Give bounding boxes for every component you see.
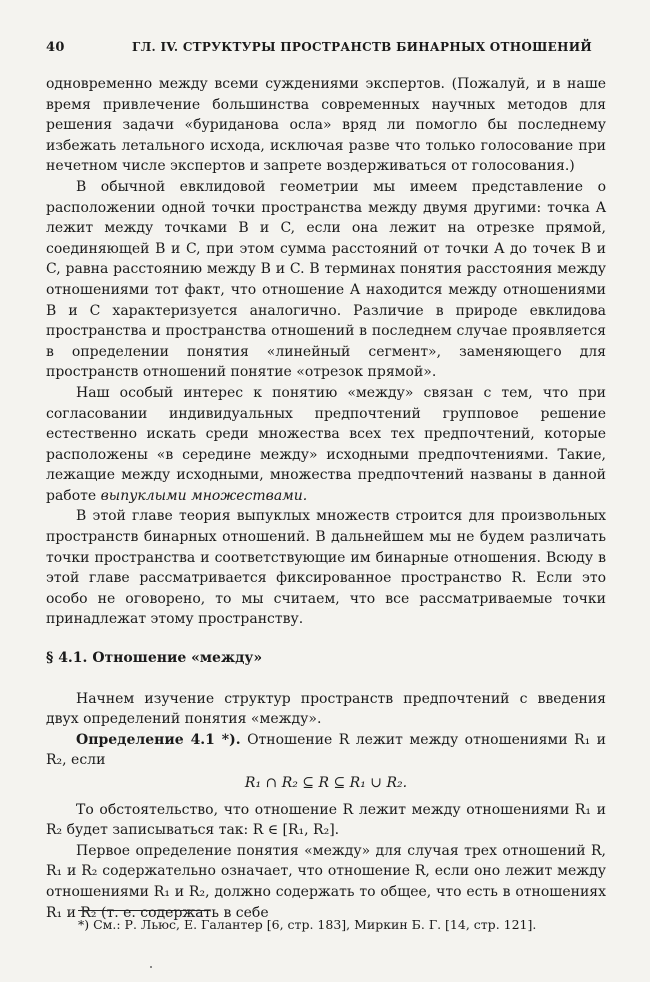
print-speck bbox=[150, 966, 152, 968]
section-number: § 4.1. bbox=[46, 650, 88, 667]
definition-formula: R₁ ∩ R₂ ⊆ R ⊆ R₁ ∪ R₂. bbox=[244, 775, 408, 791]
paragraph-first-definition: Первое определение понятия «между» для случая трех отношений R, R₁ и R₂ содержательно означает, что отношение R, если оно лежит между отношениями R₁ и R₂, должно содержать то общее, что есть в отношениях R₁ и R₂ (т. е. содержать в себе bbox=[46, 842, 606, 921]
definition-paragraph bbox=[46, 730, 606, 771]
paragraph-interest bbox=[46, 383, 606, 507]
section-title: Отношение «между» bbox=[92, 650, 263, 667]
definition-label: Определение 4.1 *). bbox=[76, 731, 241, 748]
paragraph-continuation: одновременно между всеми суждениями экспертов. (Пожалуй, и в наше время привлечение большинства современных научных методов для решения задачи «буриданова осла» вряд ли помогло бы последнему избежать летального исхода, исключая разве что только голосование при нечетном числе экспертов и запрете воздерживаться от голосования.) bbox=[46, 76, 606, 175]
running-title: ГЛ. IV. СТРУКТУРЫ ПРОСТРАНСТВ БИНАРНЫХ ОТНОШЕНИЙ bbox=[132, 40, 593, 54]
paragraph-chapter-intro: В этой главе теория выпуклых множеств строится для произвольных пространств бинарных отношений. В дальнейшем мы не будем различать точки пространства и соответствующие им бинарные отношения. Всюду в этой главе рассматривается фиксированное пространство R. Если это особо не оговорено, то мы считаем, что все рассматриваемые точки принадлежат этому пространству. bbox=[46, 508, 606, 628]
page-number: 40 bbox=[46, 40, 65, 55]
paragraph-interest-text: Наш особый интерес к понятию «между» связан с тем, что при согласовании индивидуальных предпочтений групповое решение естественно искать среди множества всех тех предпочтений, которые расположены «в середине между» исходными предпочтениями. Такие, лежащие между исходными, множества предпочтений названы в данной работе bbox=[46, 384, 606, 504]
footnote-divider bbox=[78, 910, 210, 911]
term-convex-sets: выпуклыми множествами. bbox=[100, 487, 308, 504]
paragraph-section-intro: Начнем изучение структур пространств предпочтений с введения двух определений понятия «между». bbox=[46, 690, 606, 728]
section-heading bbox=[46, 648, 606, 669]
footnote: *) См.: Р. Льюс, Е. Галантер [6, стр. 183], Миркин Б. Г. [14, стр. 121]. bbox=[78, 917, 537, 932]
paragraph-euclid: В обычной евклидовой геометрии мы имеем представление о расположении одной точки пространства между двумя другими: точка A лежит между точками B и C, если она лежит на отрезке прямой, соединяющей B и C, при этом сумма расстояний от точки A до точек B и C, равна расстоянию между B и C. В терминах понятия расстояния между отношениями тот факт, что отношение A находится между отношениями B и C характеризуется аналогично. Различие в природе евклидова пространства и пространства отношений в последнем случае проявляется в определении понятия «линейный сегмент», заменяющего для пространств отношений понятие «отрезок прямой». bbox=[46, 178, 606, 381]
paragraph-notation: То обстоятельство, что отношение R лежит между отношениями R₁ и R₂ будет записываться так: R ∈ [R₁, R₂]. bbox=[46, 801, 606, 839]
page-body bbox=[46, 74, 606, 923]
definition-text: Отношение R лежит между отношениями R₁ и R₂, если bbox=[46, 731, 607, 769]
